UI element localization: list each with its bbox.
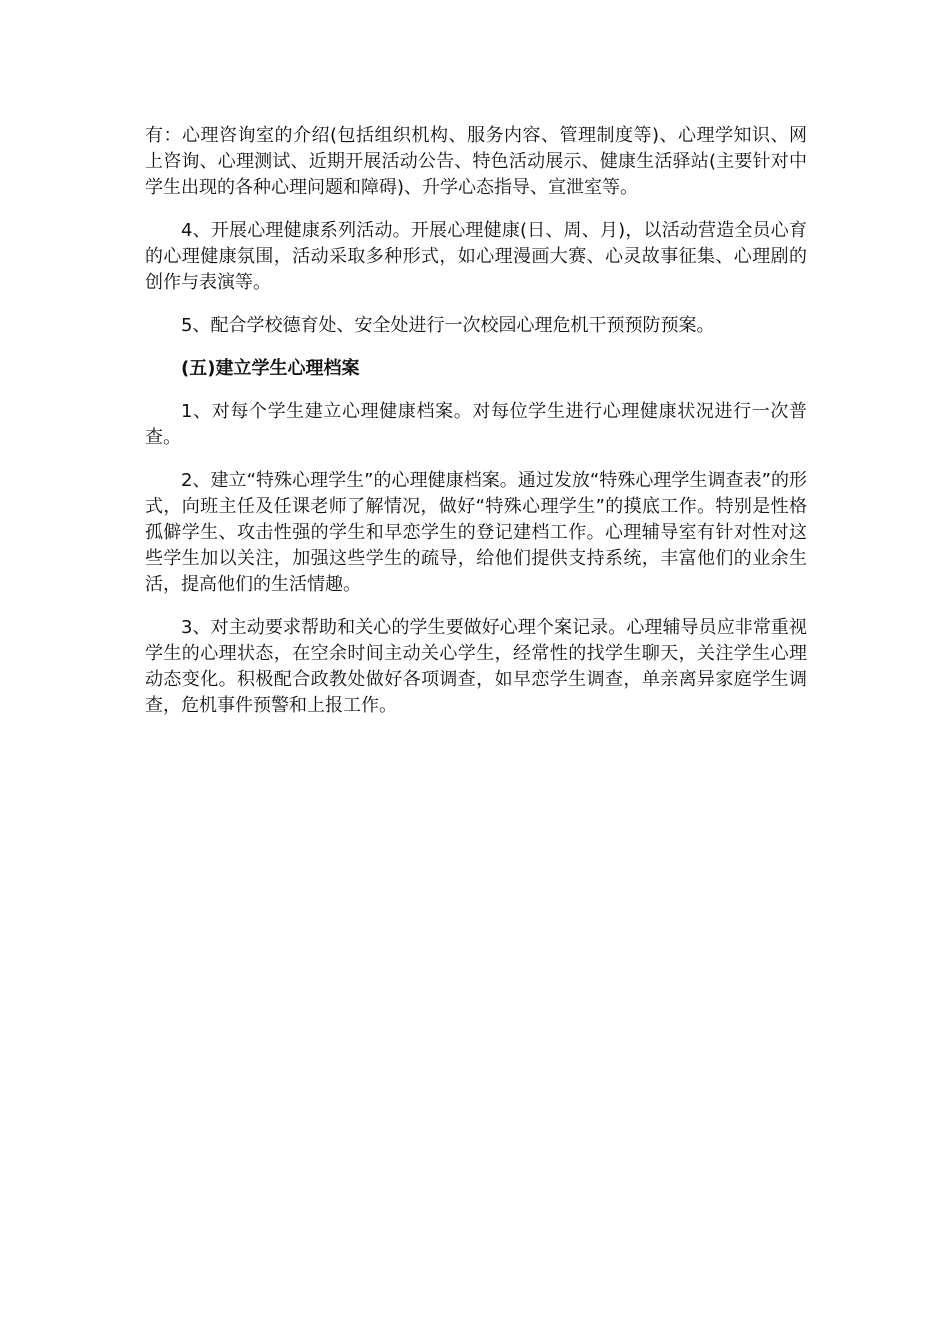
paragraph-archive-1: 1、对每个学生建立心理健康档案。对每位学生进行心理健康状况进行一次普查。 [145,401,807,448]
section-heading: (五)建立学生心理档案 [181,358,360,379]
paragraph-continued-list: 有：心理咨询室的介绍(包括组织机构、服务内容、管理制度等)、心理学知识、网上咨询、心理测试、近期开展活动公告、特色活动展示、健康生活驿站(主要针对中学生出现的各种心理问题和障碍)、升学心态指导、宣泄室等。 [145,125,807,198]
document-page [145,123,807,736]
paragraph-archive-2: 2、建立“特殊心理学生”的心理健康档案。通过发放“特殊心理学生调查表”的形式，向班主任及任课老师了解情况，做好“特殊心理学生”的摸底工作。特别是性格孤僻学生、攻击性强的学生和早恋学生的登记建档工作。心理辅导室有针对性对这些学生加以关注，加强这些学生的疏导，给他们提供支持系统，丰富他们的业余生活，提高他们的生活情趣。 [145,470,807,595]
paragraph-item-5: 5、配合学校德育处、安全处进行一次校园心理危机干预预防预案。 [181,315,715,336]
paragraph-item-4: 4、开展心理健康系列活动。开展心理健康(日、周、月)，以活动营造全员心育的心理健康氛围，活动采取多种形式，如心理漫画大赛、心灵故事征集、心理剧的创作与表演等。 [145,220,807,293]
paragraph-archive-3: 3、对主动要求帮助和关心的学生要做好心理个案记录。心理辅导员应非常重视学生的心理状态，在空余时间主动关心学生，经常性的找学生聊天，关注学生心理动态变化。积极配合政教处做好各项调查，如早恋学生调查，单亲离异家庭学生调查，危机事件预警和上报工作。 [145,617,807,716]
